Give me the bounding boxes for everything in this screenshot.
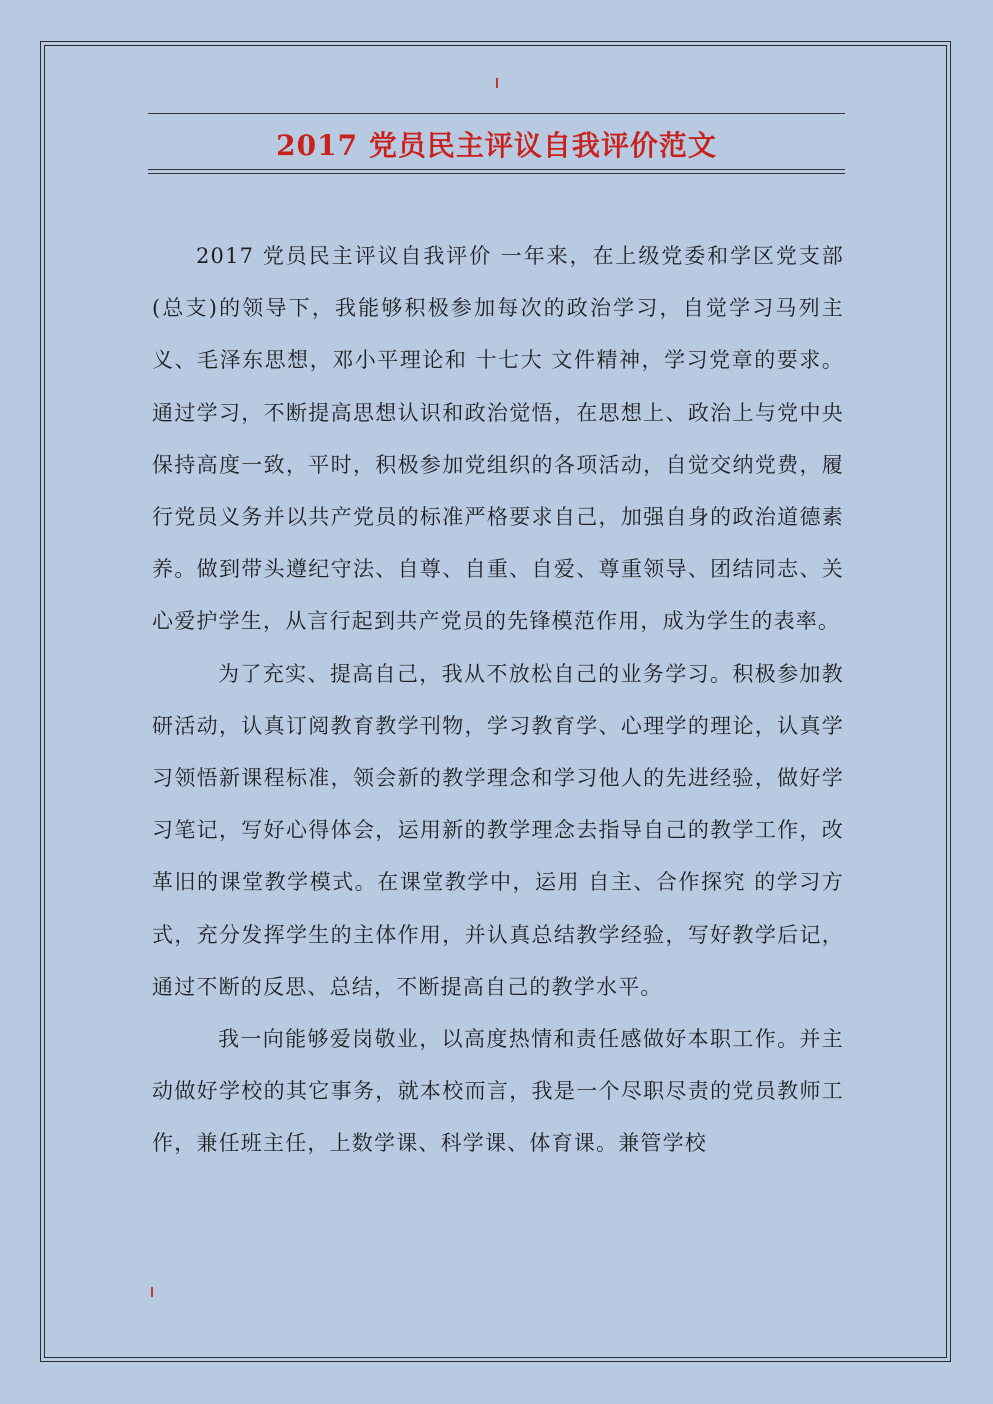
paragraph-1: 2017 党员民主评议自我评价 一年来，在上级党委和学区党支部(总支)的领导下，我能够积极参加每次的政治学习，自觉学习马列主义、毛泽东思想，邓小平理论和 十七大 文件精神，学习党章的要求。通过学习，不断提高思想认识和政治觉悟，在思想上、政治上与党中央保持高度一致，平时，积极参加党组织的各项活动，自觉交纳党费，履行党员义务并以共产党员的标准严格要求自己，加强自身的政治道德素养。做到带头遵纪守法、自尊、自重、自爱、尊重领导、团结同志、关心爱护学生，从言行起到共产党员的先锋模范作用，成为学生的表率。 bbox=[152, 244, 844, 634]
document-body bbox=[152, 230, 844, 1170]
footer-mark bbox=[151, 1287, 153, 1297]
header-mark bbox=[496, 78, 498, 88]
title-rule-bottom bbox=[148, 169, 845, 170]
paragraph-3: 我一向能够爱岗敬业，以高度热情和责任感做好本职工作。并主动做好学校的其它事务，就本校而言，我是一个尽职尽责的党员教师工作，兼任班主任，上数学课、科学课、体育课。兼管学校 bbox=[152, 1027, 844, 1156]
title-rule-bottom-double bbox=[148, 173, 845, 174]
title-rule-top bbox=[148, 113, 845, 114]
paragraph-2: 为了充实、提高自己，我从不放松自己的业务学习。积极参加教研活动，认真订阅教育教学刊物，学习教育学、心理学的理论，认真学习领悟新课程标准，领会新的教学理念和学习他人的先进经验，做好学习笔记，写好心得体会，运用新的教学理念去指导自己的教学工作，改革旧的课堂教学模式。在课堂教学中，运用 自主、合作探究 的学习方式，充分发挥学生的主体作用，并认真总结教学经验，写好教学后记，通过不断的反思、总结，不断提高自己的教学水平。 bbox=[152, 661, 844, 999]
document-title: 2017 党员民主评议自我评价范文 bbox=[276, 129, 717, 162]
